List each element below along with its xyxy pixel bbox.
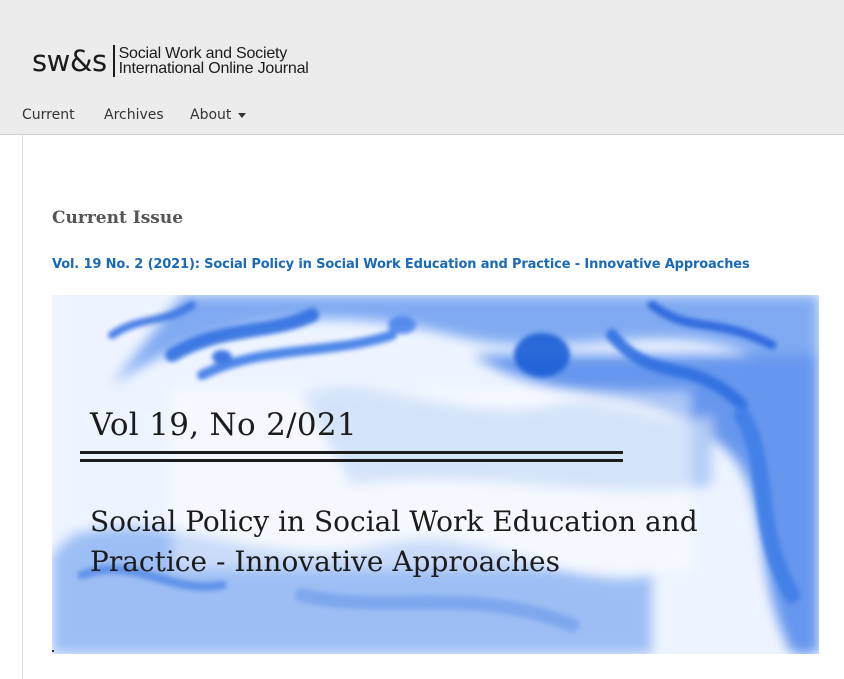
nav-current[interactable]: Current <box>22 107 75 123</box>
site-header <box>0 0 844 135</box>
issue-cover-image[interactable] <box>52 295 819 654</box>
cover-rule-lines <box>80 451 623 467</box>
stray-dot <box>52 650 54 652</box>
logo-mark: sw&s <box>32 43 107 78</box>
site-logo[interactable] <box>32 44 309 78</box>
logo-line-1: Social Work and Society <box>118 45 288 62</box>
nav-about[interactable] <box>190 104 246 126</box>
cover-subtitle: Social Policy in Social Work Education and Practice - Innovative Approaches <box>90 505 698 578</box>
content-divider <box>22 135 23 679</box>
logo-separator <box>113 45 115 77</box>
watercolor-background <box>52 295 819 654</box>
logo-line-2: International Online Journal <box>118 60 309 77</box>
cover-rule-top <box>80 451 623 454</box>
nav-about-label: About <box>190 107 232 123</box>
caret-down-icon <box>238 113 246 118</box>
page-title: Current Issue <box>52 208 184 228</box>
cover-volume-text: Vol 19, No 2/021 <box>90 407 357 443</box>
nav-archives[interactable]: Archives <box>104 107 164 123</box>
cover-rule-bottom <box>80 459 623 462</box>
logo-text <box>119 46 309 76</box>
issue-title-link[interactable]: Vol. 19 No. 2 (2021): Social Policy in Social Work Education and Practice - Innovative Approaches <box>52 257 750 272</box>
